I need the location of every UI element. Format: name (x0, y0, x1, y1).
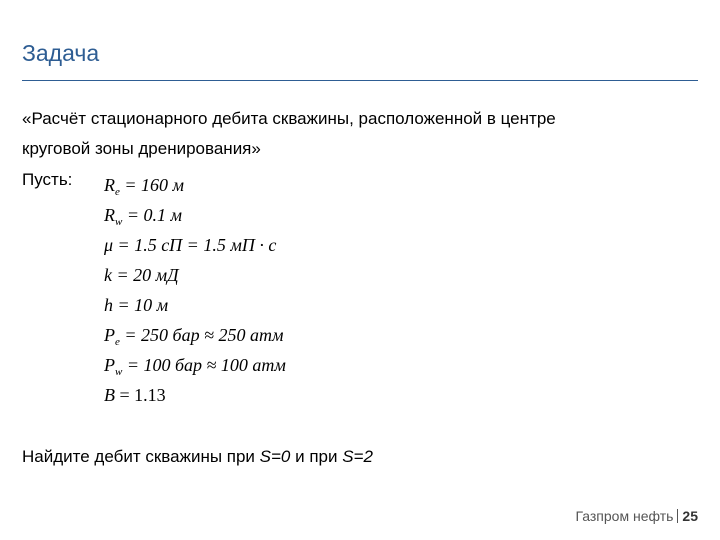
page-number: 25 (682, 508, 698, 524)
formula-pe: $P_e = 250$ бар ≈ 250 атм (104, 325, 284, 348)
task-line-2: круговой зоны дренирования» (22, 139, 261, 158)
given-formulas (104, 170, 286, 410)
formula-h: h = 10 м (104, 295, 169, 315)
footer (575, 508, 698, 524)
slide-title: Задача (22, 40, 100, 66)
footer-brand: Газпром нефть (575, 508, 674, 524)
formula-k: k = 20 мД (104, 265, 179, 285)
footer-separator (677, 509, 678, 523)
formula-mu: μ = 1.5 сП = 1.5 мП · с (104, 235, 277, 255)
formula-b: B = 1.13 (104, 385, 166, 405)
given-label: Пусть: (22, 170, 73, 189)
task-statement (22, 104, 702, 164)
title-divider (22, 80, 698, 81)
formula-pw: $P_w = 100$ бар ≈ 100 атм (104, 355, 286, 378)
task-line-1: «Расчёт стационарного дебита скважины, расположенной в центре (22, 109, 556, 128)
formula-rw: $R_w = 0.1$ м (104, 205, 182, 228)
find-question: Найдите дебит скважины при S=0 и при S=2 (22, 447, 373, 466)
formula-re: $R_e = 160$ м (104, 175, 185, 198)
